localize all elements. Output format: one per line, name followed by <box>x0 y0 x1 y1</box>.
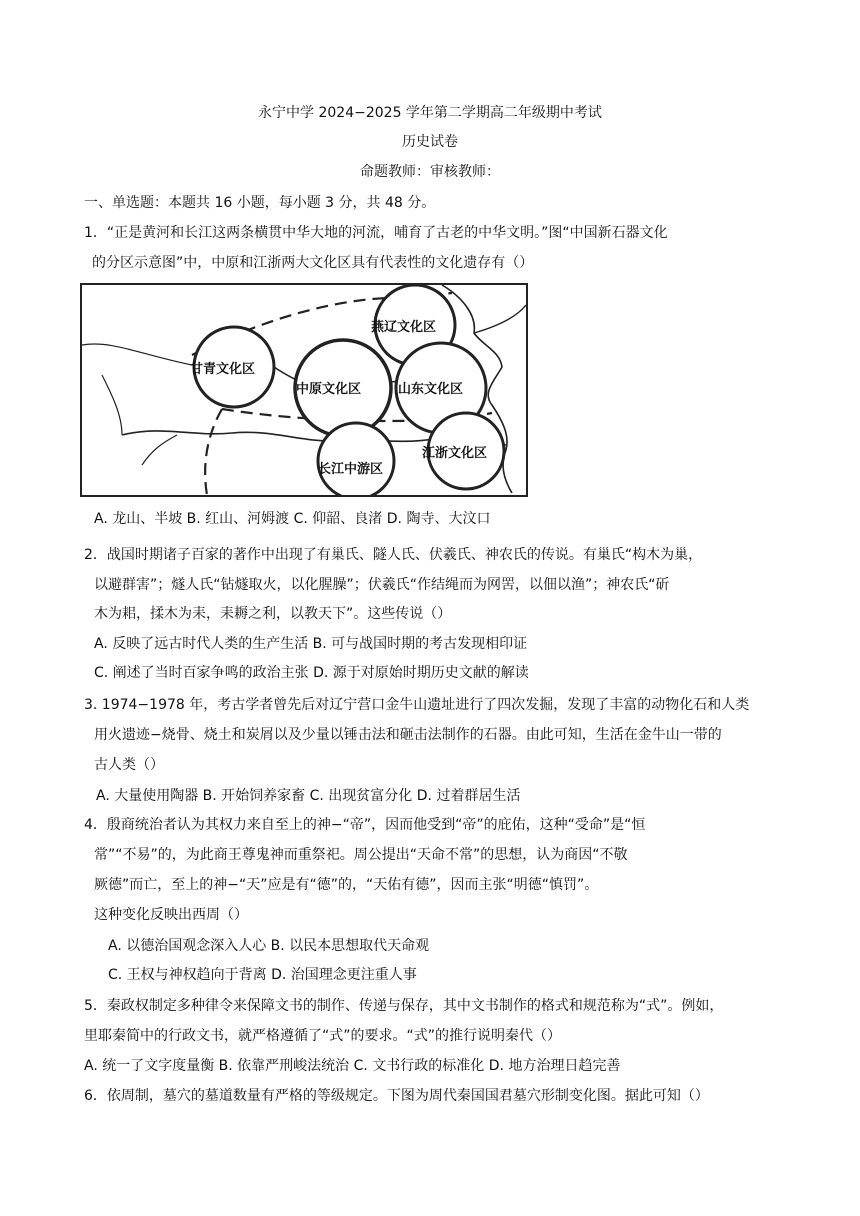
q6-stem-line1: 6．依周制，墓穴的墓道数量有严格的等级规定。下图为周代秦国国君墓穴形制变化图。据此可知（） <box>84 1088 709 1104</box>
exam-title: 永宁中学 2024−2025 学年第二学期高二年级期中考试 <box>258 105 602 121</box>
q3-stem-line1: 3. 1974−1978 年，考古学者曾先后对辽宁营口金牛山遗址进行了四次发掘，发现了丰富的动物化石和人类 <box>84 697 750 713</box>
q4-stem-line4: 这种变化反映出西周（） <box>94 907 248 923</box>
q4-stem-line2: 常”“不易”的，为此商王尊鬼神而重祭祀。周公提出“天命不常”的思想，认为商因“不敬 <box>94 847 628 863</box>
q1-stem-line1: 1．“正是黄河和长江这两条横贯中华大地的河流，哺育了古老的中华文明。”图“中国新石器文化 <box>84 225 668 241</box>
q2-stem-line3: 木为耜，揉木为耒，耒耨之利，以教天下”。这些传说（） <box>94 606 452 622</box>
q2-stem-line1: 2．战国时期诸子百家的著作中出现了有巢氏、隧人氏、伏羲氏、神农氏的传说。有巢氏“构木为巢， <box>84 547 703 563</box>
q3-stem-line3: 古人类（） <box>94 757 164 773</box>
exam-teachers: 命题教师：审核教师： <box>360 164 500 180</box>
q5-stem-line1: 5．秦政权制定多种律令来保障文书的制作、传递与保存，其中文书制作的格式和规范称为“式”。例如， <box>84 998 724 1014</box>
section-heading: 一、单选题：本题共 16 小题，每小题 3 分，共 48 分。 <box>84 195 436 211</box>
q4-options-1: A. 以德治国观念深入人心 B. 以民本思想取代天命观 <box>108 938 430 954</box>
map-label-zhongyuan: 中原文化区 <box>296 382 362 397</box>
map-label-changjiang: 长江中游区 <box>318 462 384 477</box>
map-label-jiangzhe: 江浙文化区 <box>422 446 488 461</box>
neolithic-culture-map <box>80 283 528 497</box>
q4-stem-line1: 4．殷商统治者认为其权力来自至上的神−“帝”，因而他受到“帝”的庇佑，这种“受命”是“恒 <box>84 817 646 833</box>
q3-options: A. 大量使用陶器 B. 开始饲养家畜 C. 出现贫富分化 D. 过着群居生活 <box>96 788 521 804</box>
q4-stem-line3: 厥德”而亡，至上的神−“天”应是有“德”的，“天佑有德”，因而主张“明德“慎罚”。 <box>94 877 599 893</box>
q2-options-2: C. 阐述了当时百家争鸣的政治主张 D. 源于对原始时期历史文献的解读 <box>94 665 529 681</box>
q2-options-1: A. 反映了远古时代人类的生产生活 B. 可与战国时期的考古发现相印证 <box>94 636 528 652</box>
q5-stem-line2: 里耶秦简中的行政文书，就严格遵循了“式”的要求。“式”的推行说明秦代（） <box>84 1028 562 1044</box>
map-label-ganqing: 甘青文化区 <box>190 362 256 377</box>
q4-options-2: C. 王权与神权趋向于背离 D. 治国理念更注重人事 <box>108 967 417 983</box>
map-label-shandong: 山东文化区 <box>398 382 464 397</box>
q1-options: A. 龙山、半坡 B. 红山、河姆渡 C. 仰韶、良渚 D. 陶寺、大汶口 <box>94 511 491 527</box>
q3-stem-line2: 用火遗迹−烧骨、烧土和炭屑以及少量以锤击法和砸击法制作的石器。由此可知，生活在金牛山一带的 <box>94 727 722 743</box>
map-label-yanliao: 燕辽文化区 <box>371 320 437 335</box>
exam-subject: 历史试卷 <box>402 134 458 150</box>
map-drawing <box>82 285 526 495</box>
q2-stem-line2: 以避群害”；燧人氏“钻燧取火，以化腥臊”；伏羲氏“作结绳而为网罟，以佃以渔”；神农氏“斫 <box>94 577 670 593</box>
q5-options: A. 统一了文字度量衡 B. 依靠严刑峻法统治 C. 文书行政的标准化 D. 地方治理日趋完善 <box>84 1058 621 1074</box>
q1-stem-line2: 的分区示意图”中，中原和江浙两大文化区具有代表性的文化遗存有（） <box>92 255 534 271</box>
